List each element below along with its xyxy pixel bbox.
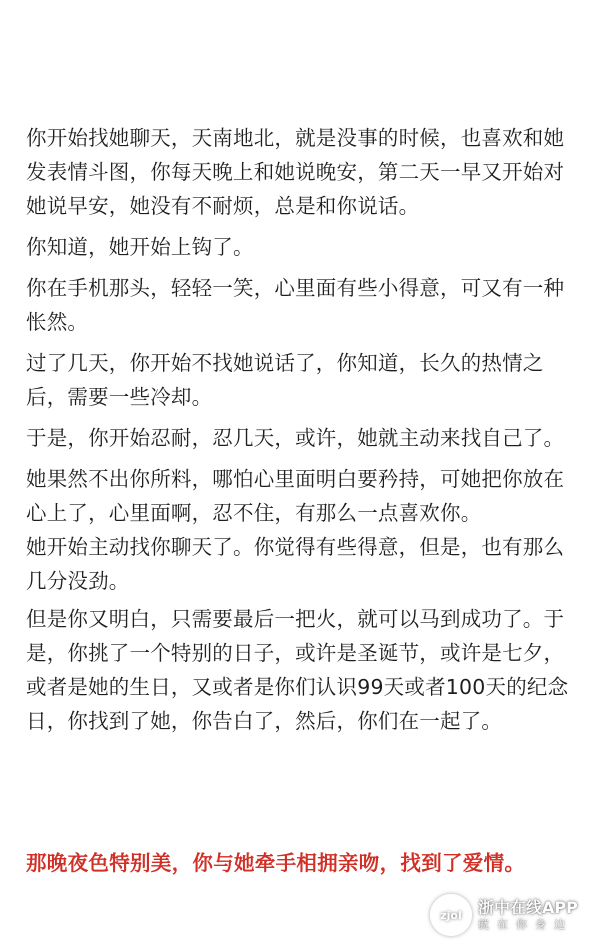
paragraph-8: 但是你又明白，只需要最后一把火，就可以马到成功了。于是，你挑了一个特别的日子，或许是圣诞节，或许是七夕，或者是她的生日，又或者是你们认识99天或者100天的纪念日，你找到了她，你告白了，然后，你们在一起了。 xyxy=(26,607,569,733)
app-watermark xyxy=(430,888,598,942)
watermark-text xyxy=(478,899,578,932)
zjol-logo-icon: zjol xyxy=(430,894,472,936)
paragraph-3: 你在手机那头，轻轻一笑，心里面有些小得意，可又有一种怅然。 xyxy=(26,276,565,334)
conclusion-highlight: 那晚夜色特别美，你与她牵手相拥亲吻，找到了爱情。 xyxy=(26,851,526,875)
paragraph-1: 你开始找她聊天，天南地北，就是没事的时候，也喜欢和她发表情斗图，你每天晚上和她说晚安，第二天一早又开始对她说早安，她没有不耐烦，总是和你说话。 xyxy=(26,126,565,218)
paragraph-7: 她开始主动找你聊天了。你觉得有些得意，但是，也有那么几分没劲。 xyxy=(26,535,565,593)
paragraph-2: 你知道，她开始上钩了。 xyxy=(26,235,254,259)
watermark-slogan: 就在你身边 xyxy=(478,918,573,932)
paragraph-4: 过了几天，你开始不找她说话了，你知道，长久的热情之后，需要一些冷却。 xyxy=(26,351,544,409)
watermark-app-name: 浙中在线APP xyxy=(478,897,578,917)
article-body xyxy=(26,121,576,738)
paragraph-5: 于是，你开始忍耐，忍几天，或许，她就主动来找自己了。 xyxy=(26,426,565,450)
paragraph-6: 她果然不出你所料，哪怕心里面明白要矜持，可她把你放在心上了，心里面啊，忍不住，有那么一点喜欢你。 xyxy=(26,467,565,525)
